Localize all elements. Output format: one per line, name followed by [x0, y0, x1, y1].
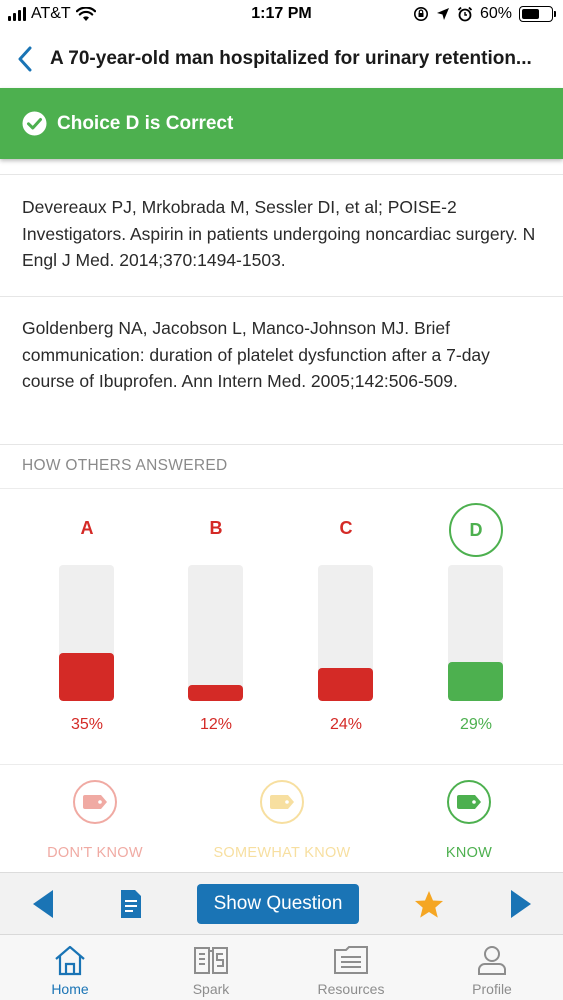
document-icon [120, 889, 142, 919]
answer-letter: C [339, 518, 353, 538]
answer-percent: 35% [70, 716, 104, 733]
tab-home[interactable] [0, 935, 140, 1000]
nav-header [0, 30, 563, 88]
reference-item: Devereaux PJ, Mrkobrada M, Sessler DI, et al; POISE-2 Investigators. Aspirin in patients undergoing noncardiac surgery. N Engl J Med. 2014;370:1494-1503. [0, 194, 563, 297]
answer-bar-track [318, 565, 373, 701]
answer-percent: 12% [199, 716, 233, 733]
banner-text: Choice D is Correct [57, 112, 234, 134]
book-icon [191, 943, 231, 977]
tab-profile[interactable] [422, 935, 562, 1000]
tab-label: Home [51, 981, 89, 997]
tag-label: KNOW [445, 845, 493, 861]
answer-bar-track [448, 565, 503, 701]
folder-icon [331, 943, 371, 977]
carrier-label: AT&T [31, 5, 71, 22]
answer-bar [59, 653, 114, 701]
answer-bar [448, 662, 503, 701]
favorite-button[interactable] [406, 873, 452, 935]
status-bar [0, 0, 563, 30]
tag-label: DON'T KNOW [47, 845, 143, 861]
chevron-left-icon [18, 46, 32, 72]
person-icon [472, 943, 512, 977]
answer-bar-track [59, 565, 114, 701]
notes-button[interactable] [108, 873, 154, 935]
check-circle-icon [22, 111, 47, 136]
answer-bar-track [188, 565, 243, 701]
answer-bar [318, 668, 373, 701]
result-banner [0, 88, 563, 159]
location-icon [436, 7, 450, 21]
battery-percent: 60% [479, 5, 512, 22]
reference-item: Goldenberg NA, Jacobson L, Manco-Johnson MJ. Brief communication: duration of platelet dysfunction after a 7-day course of Ibuprofen. Ann Intern Med. 2005;142:506-509. [0, 315, 563, 445]
rotation-lock-icon [413, 6, 429, 22]
tag-icon [73, 780, 117, 824]
answer-percent: 29% [459, 716, 493, 733]
divider [0, 174, 563, 175]
star-icon [414, 890, 444, 919]
tag-icon [447, 780, 491, 824]
tab-label: Profile [472, 981, 512, 997]
left-arrow-icon [31, 889, 55, 919]
tag-icon [260, 780, 304, 824]
show-question-button[interactable]: Show Question [197, 884, 359, 924]
page-title: A 70-year-old man hospitalized for urinary retention... [50, 48, 532, 69]
answer-bar [188, 685, 243, 701]
alarm-icon [457, 6, 473, 22]
answer-letter: B [209, 518, 223, 538]
status-time: 1:17 PM [251, 5, 312, 22]
tab-spark[interactable] [141, 935, 281, 1000]
divider [0, 764, 563, 765]
tab-resources[interactable] [281, 935, 421, 1000]
next-question-button[interactable] [498, 873, 544, 935]
correct-answer-circle: D [449, 503, 503, 557]
answer-letter: A [80, 518, 94, 538]
answer-percent: 24% [329, 716, 363, 733]
question-toolbar [0, 872, 563, 934]
section-title: HOW OTHERS ANSWERED [22, 457, 228, 474]
battery-icon [519, 6, 553, 22]
answer-distribution [0, 500, 563, 763]
tab-bar [0, 934, 563, 1000]
home-icon [50, 943, 90, 977]
previous-question-button[interactable] [20, 873, 66, 935]
tab-label: Resources [317, 981, 385, 997]
tag-label: SOMEWHAT KNOW [213, 845, 351, 861]
divider [0, 488, 563, 489]
tab-label: Spark [192, 981, 230, 997]
right-arrow-icon [509, 889, 533, 919]
status-right [413, 5, 553, 23]
back-button[interactable] [0, 30, 50, 88]
